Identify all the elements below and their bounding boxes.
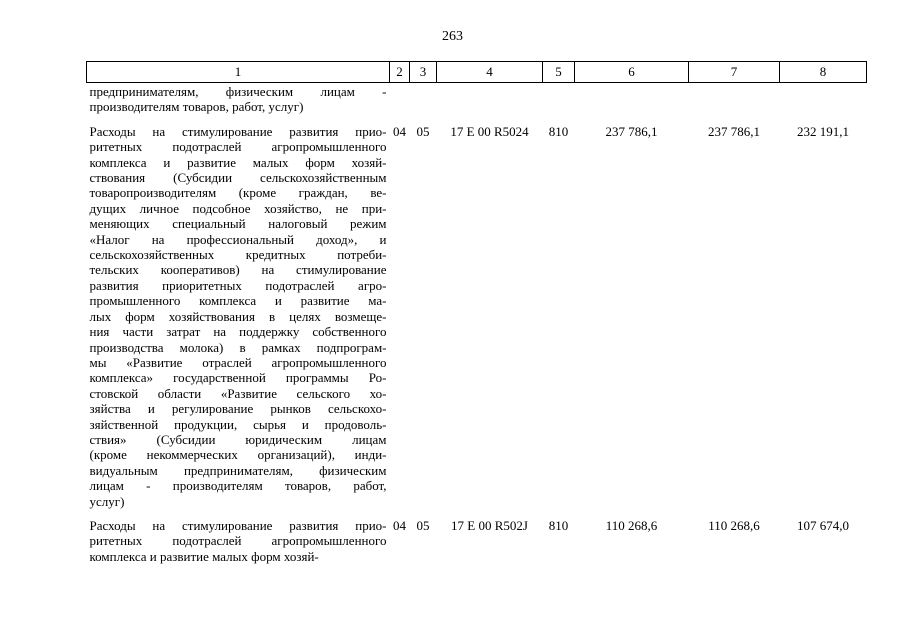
target-article-code: 17 Е 00 R5024	[450, 123, 529, 139]
amount-col-7	[689, 83, 780, 115]
description-line: зяйственной продукции, сырья и продоволь-	[89, 416, 387, 432]
section-code	[390, 83, 410, 115]
description-line: товаропроизводителям (кроме граждан, ве-	[89, 185, 387, 201]
amount-col-6: 237 786,1	[605, 123, 658, 139]
description-line: ритетных подотраслей агропромышленного	[89, 139, 387, 155]
description-line: комплекса и развитие малых форм хозяй-	[89, 154, 387, 170]
description-line: видуальным предпринимателям, физическим	[89, 462, 387, 478]
table-row	[87, 509, 867, 564]
description-line: ритетных подотраслей агропромышленного	[89, 533, 387, 549]
description-line: производителям товаров, работ, услуг)	[89, 99, 304, 115]
column-header-3: 3	[410, 62, 437, 83]
row-description	[87, 509, 390, 564]
amount-col-7: 237 786,1	[708, 123, 760, 139]
description-line: лицам - производителям товаров, работ,	[89, 478, 387, 494]
section-code: 04	[393, 517, 406, 533]
row-description	[87, 115, 390, 509]
amount-col-8: 107 674,0	[797, 517, 849, 533]
expense-type-code	[543, 83, 575, 115]
description-line: зяйства и регулирование рынков сельскохо-	[89, 401, 387, 417]
amount-col-6: 110 268,6	[605, 517, 658, 533]
description-line: тельских кооперативов) на стимулирование	[89, 262, 387, 278]
description-line: меняющих специальный налоговый режим	[89, 216, 387, 232]
description-line: ния части затрат на поддержку собственного	[89, 324, 387, 340]
amount-col-6	[575, 83, 689, 115]
section-code: 04	[393, 123, 406, 139]
subsection-code: 05	[416, 123, 430, 139]
description-line: комплекса» государственной программы Ро-	[89, 370, 387, 386]
description-line: комплекса и развитие малых форм хозяй-	[89, 548, 319, 564]
description-line: предпринимателям, физическим лицам -	[89, 84, 387, 99]
description-line: ствования (Субсидии сельскохозяйственным	[89, 170, 387, 186]
expense-type-code: 810	[548, 517, 569, 533]
column-header-2: 2	[390, 62, 410, 83]
amount-col-8	[780, 83, 867, 115]
amount-col-7: 110 268,6	[708, 517, 760, 533]
page-number: 263	[442, 29, 463, 44]
subsection-code: 05	[416, 517, 430, 533]
expense-type-code: 810	[548, 123, 569, 139]
amount-col-8: 232 191,1	[797, 123, 849, 139]
column-header-1: 1	[87, 62, 390, 83]
column-header-8: 8	[780, 62, 867, 83]
target-article-code	[437, 83, 543, 115]
column-header-7: 7	[689, 62, 780, 83]
table-body	[87, 83, 867, 565]
description-line: дущих личное подсобное хозяйство, не при-	[89, 200, 387, 216]
description-line: сельскохозяйственных кредитных потреби-	[89, 247, 387, 263]
column-header-6: 6	[575, 62, 689, 83]
subsection-code	[410, 83, 437, 115]
description-line: (кроме некоммерческих организаций), инди-	[89, 447, 387, 463]
description-line: ствия» (Субсидии юридическим лицам	[89, 431, 387, 447]
description-line: услуг)	[89, 493, 125, 509]
description-line: лых форм хозяйствования в целях возмеще-	[89, 308, 387, 324]
description-line: развития приоритетных подотраслей агро-	[89, 277, 387, 293]
column-header-5: 5	[543, 62, 575, 83]
target-article-code: 17 Е 00 R502J	[451, 517, 528, 533]
description-line: Расходы на стимулирование развития прио-	[89, 123, 387, 139]
description-line: производства молока) в рамках подпрограм-	[89, 339, 387, 355]
table-row	[87, 115, 867, 509]
row-description	[87, 83, 390, 115]
description-line: «Налог на профессиональный доход», и	[89, 231, 387, 247]
column-header-4: 4	[437, 62, 543, 83]
description-line: мы «Развитие отраслей агропромышленного	[89, 354, 387, 370]
description-line: Расходы на стимулирование развития прио-	[89, 517, 387, 533]
table-row	[87, 83, 867, 115]
budget-table	[86, 61, 867, 564]
table-header-row	[87, 62, 867, 83]
description-line: стовской области «Развитие сельского хо-	[89, 385, 387, 401]
description-line: промышленного комплекса и развитие ма-	[89, 293, 387, 309]
